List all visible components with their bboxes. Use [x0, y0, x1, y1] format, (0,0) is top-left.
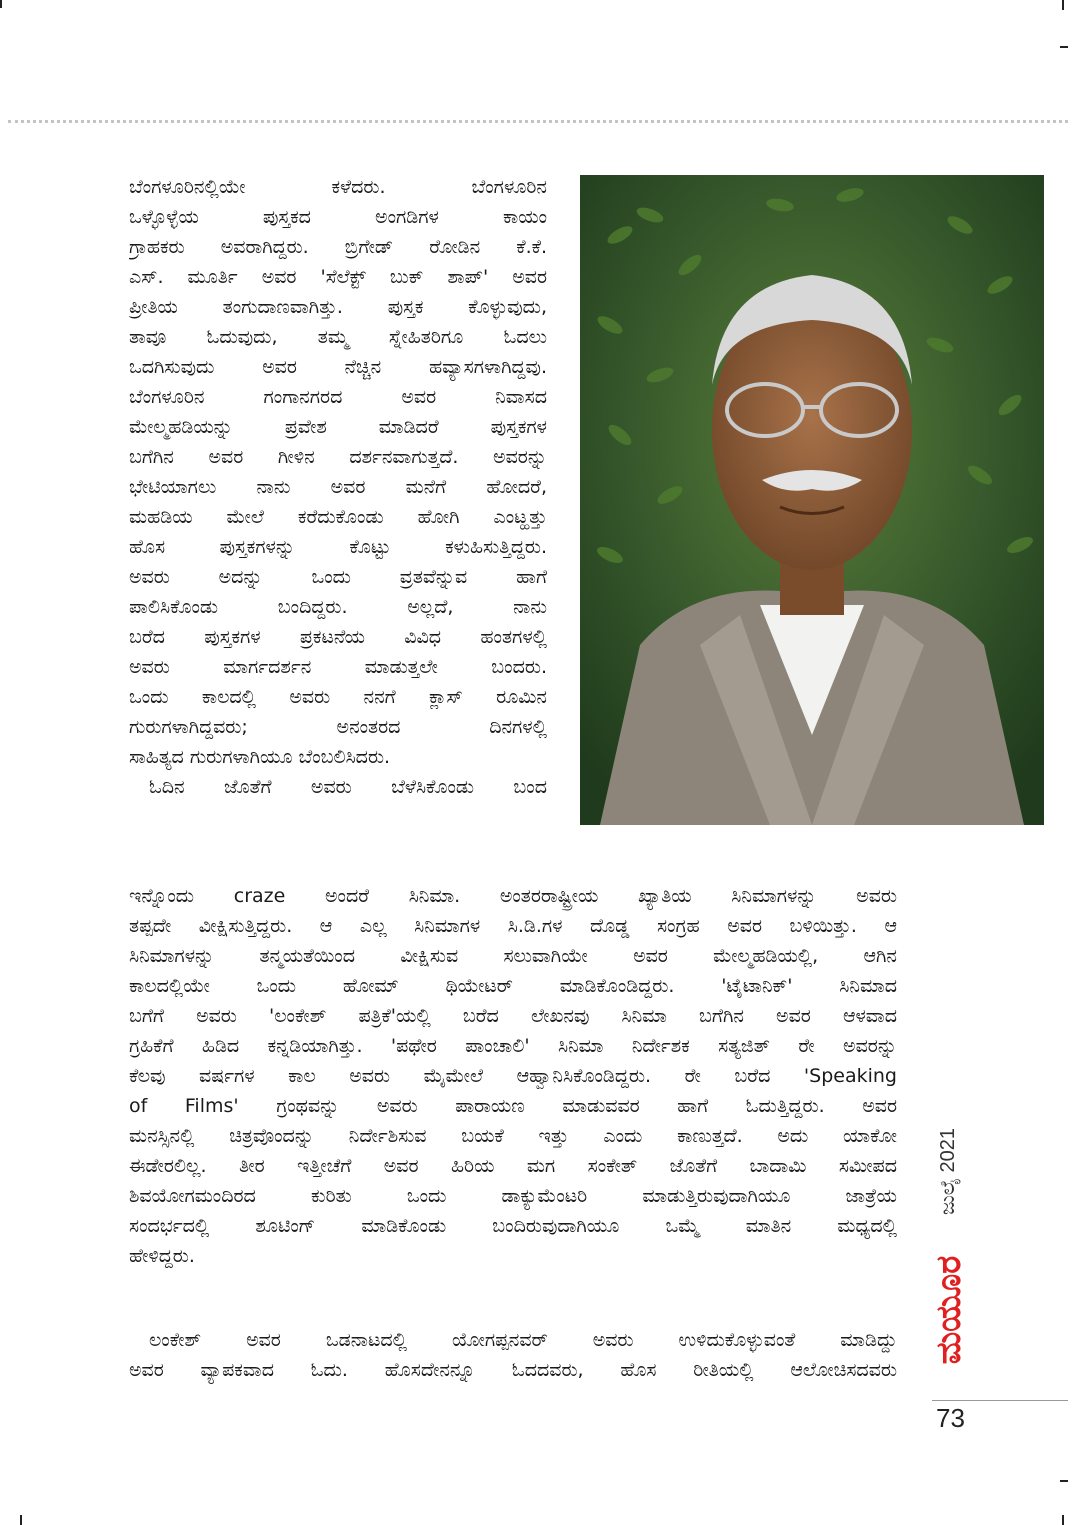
text-line: ಬಗೆಗಿನ ಅವರ ಗೀಳಿನ ದರ್ಶನವಾಗುತ್ತದೆ. ಅವರನ್ನು	[129, 446, 547, 468]
portrait-illustration	[580, 175, 1044, 825]
text-line: ಅವರು ಅದನ್ನು ಒಂದು ವ್ರತವೆನ್ನುವ ಹಾಗೆ	[129, 566, 547, 588]
text-line: ತಾವೂ ಓದುವುದು, ತಮ್ಮ ಸ್ನೇಹಿತರಿಗೂ ಓದಲು	[129, 326, 547, 348]
issue-date-text: ಜುಲೈ 2021	[936, 1127, 959, 1215]
paragraph-start-line: ಓದಿನ ಜೊತೆಗೆ ಅವರು ಬೆಳೆಸಿಕೊಂಡು ಬಂದ	[149, 776, 547, 798]
text-line: ಹೇಳಿದ್ದರು.	[129, 1245, 195, 1267]
text-line: ಒದಗಿಸುವುದು ಅವರ ನೆಚ್ಚಿನ ಹವ್ಯಾಸಗಳಾಗಿದ್ದವು.	[129, 356, 547, 378]
text-line: ಈಡೇರಲಿಲ್ಲ. ತೀರ ಇತ್ತೀಚೆಗೆ ಅವರ ಹಿರಿಯ ಮಗ ಸಂಕೇತ್ ಜೊತೆಗೆ ಬಾದಾಮಿ ಸಮೀಪದ	[129, 1155, 897, 1177]
text-line: ಅವರ ವ್ಯಾಪಕವಾದ ಓದು. ಹೊಸದೇನನ್ನೂ ಓದದವರು, ಹೊಸ ರೀತಿಯಲ್ಲಿ ಆಲೋಚಿಸದವರು	[129, 1359, 897, 1381]
text-line: ಬೆಂಗಳೂರಿನ ಗಂಗಾನಗರದ ಅವರ ನಿವಾಸದ	[129, 386, 547, 408]
text-line: ಮೇಲ್ಮಹಡಿಯನ್ನು ಪ್ರವೇಶ ಮಾಡಿದರೆ ಪುಸ್ತಕಗಳ	[129, 416, 547, 438]
text-line: ಬಗೆಗೆ ಅವರು 'ಲಂಕೇಶ್ ಪತ್ರಿಕೆ'ಯಲ್ಲಿ ಬರೆದ ಲೇಖನವು ಸಿನಿಮಾ ಬಗೆಗಿನ ಅವರ ಆಳವಾದ	[129, 1005, 897, 1027]
text-line: ಪ್ರೀತಿಯ ತಂಗುದಾಣವಾಗಿತ್ತು. ಪುಸ್ತಕ ಕೊಳ್ಳುವುದು,	[129, 296, 547, 318]
text-line: ಇನ್ನೊಂದು craze ಅಂದರೆ ಸಿನಿಮಾ. ಅಂತರರಾಷ್ಟ್ರೀಯ ಖ್ಯಾತಿಯ ಸಿನಿಮಾಗಳನ್ನು ಅವರು	[129, 885, 897, 907]
crop-mark-top-right	[1062, 0, 1064, 10]
crop-mark-bottom-right-side	[1060, 1480, 1068, 1482]
text-line: ಗ್ರಾಹಕರು ಅವರಾಗಿದ್ದರು. ಬ್ರಿಗೇಡ್ ರೋಡಿನ ಕೆ.ಕೆ.	[129, 236, 547, 258]
crop-mark-right-side	[1060, 46, 1068, 48]
text-line: ಸಿನಿಮಾಗಳನ್ನು ತನ್ಮಯತೆಯಿಂದ ವೀಕ್ಷಿಸುವ ಸಲುವಾಗಿಯೇ ಅವರ ಮೇಲ್ಮಹಡಿಯಲ್ಲಿ, ಆಗಿನ	[129, 945, 897, 967]
article-full-width-text	[129, 881, 897, 1271]
crop-mark-top-left	[0, 0, 2, 8]
text-line: ಒಳ್ಳೊಳ್ಳೆಯ ಪುಸ್ತಕದ ಅಂಗಡಿಗಳ ಕಾಯಂ	[129, 206, 547, 228]
page-number-rule	[932, 1400, 1068, 1401]
text-line: ಬರೆದ ಪುಸ್ತಕಗಳ ಪ್ರಕಟನೆಯ ವಿವಿಧ ಹಂತಗಳಲ್ಲಿ	[129, 626, 547, 648]
text-line: ಹೊಸ ಪುಸ್ತಕಗಳನ್ನು ಕೊಟ್ಟು ಕಳುಹಿಸುತ್ತಿದ್ದರು.	[129, 536, 547, 558]
author-portrait-photo	[580, 175, 1044, 825]
text-line: ಸಾಹಿತ್ಯದ ಗುರುಗಳಾಗಿಯೂ ಬೆಂಬಲಿಸಿದರು.	[129, 746, 391, 768]
text-line: ಎಸ್. ಮೂರ್ತಿ ಅವರ 'ಸೆಲೆಕ್ಟ್ ಬುಕ್ ಶಾಪ್' ಅವರ	[129, 266, 547, 288]
crop-mark-bottom-right	[1062, 1515, 1064, 1525]
text-line: ಕಾಲದಲ್ಲಿಯೇ ಒಂದು ಹೋಮ್ ಥಿಯೇಟರ್ ಮಾಡಿಕೊಂಡಿದ್ದರು. 'ಟೈಟಾನಿಕ್' ಸಿನಿಮಾದ	[129, 975, 897, 997]
text-line: ಮಹಡಿಯ ಮೇಲೆ ಕರೆದುಕೊಂಡು ಹೋಗಿ ಎಂಟ್ಹತ್ತು	[129, 506, 547, 528]
text-line: ಶಿವಯೋಗಮಂದಿರದ ಕುರಿತು ಒಂದು ಡಾಕ್ಯುಮೆಂಟರಿ ಮಾಡುತ್ತಿರುವುದಾಗಿಯೂ ಜಾತ್ರೆಯ	[129, 1185, 897, 1207]
header-dotted-rule	[8, 120, 1068, 123]
article-column-text	[129, 172, 547, 802]
magazine-name-text: ಮಯೂರ	[929, 1255, 969, 1365]
text-line: ಸಂದರ್ಭದಲ್ಲಿ ಶೂಟಿಂಗ್ ಮಾಡಿಕೊಂಡು ಬಂದಿರುವುದಾಗಿಯೂ ಒಮ್ಮೆ ಮಾತಿನ ಮಧ್ಯದಲ್ಲಿ	[129, 1215, 897, 1237]
text-line: ಪಾಲಿಸಿಕೊಂಡು ಬಂದಿದ್ದರು. ಅಲ್ಲದೆ, ನಾನು	[129, 596, 547, 618]
article-final-paragraph	[129, 1325, 897, 1385]
text-line: ಗ್ರಹಿಕೆಗೆ ಹಿಡಿದ ಕನ್ನಡಿಯಾಗಿತ್ತು. 'ಪಥೇರ ಪಾಂಚಾಲಿ' ಸಿನಿಮಾ ನಿರ್ದೇಶಕ ಸತ್ಯಜಿತ್ ರೇ ಅವರನ್ನು	[129, 1035, 897, 1057]
text-line: ಮನಸ್ಸಿನಲ್ಲಿ ಚಿತ್ರವೊಂದನ್ನು ನಿರ್ದೇಶಿಸುವ ಬಯಕೆ ಇತ್ತು ಎಂದು ಕಾಣುತ್ತದೆ. ಅದು ಯಾಕೋ	[129, 1125, 897, 1147]
text-line: ತಪ್ಪದೇ ವೀಕ್ಷಿಸುತ್ತಿದ್ದರು. ಆ ಎಲ್ಲ ಸಿನಿಮಾಗಳ ಸಿ.ಡಿ.ಗಳ ದೊಡ್ಡ ಸಂಗ್ರಹ ಅವರ ಬಳಿಯಿತ್ತು. ಆ	[129, 915, 897, 937]
page-number: 73	[936, 1403, 965, 1433]
paragraph-start-line: ಲಂಕೇಶ್ ಅವರ ಒಡನಾಟದಲ್ಲಿ ಯೋಗಪ್ಪನವರ್ ಅವರು ಉಳಿದುಕೊಳ್ಳುವಂತೆ ಮಾಡಿದ್ದು	[149, 1329, 897, 1351]
crop-mark-bottom-left	[20, 1515, 22, 1525]
text-line: ಗುರುಗಳಾಗಿದ್ದವರು; ಅನಂತರದ ದಿನಗಳಲ್ಲಿ	[129, 716, 547, 738]
text-line: ಒಂದು ಕಾಲದಲ್ಲಿ ಅವರು ನನಗೆ ಕ್ಲಾಸ್ ರೂಮಿನ	[129, 686, 547, 708]
issue-date-label	[928, 1125, 968, 1217]
text-line: ಕೆಲವು ವರ್ಷಗಳ ಕಾಲ ಅವರು ಮೈಮೇಲೆ ಆಹ್ವಾನಿಸಿಕೊಂಡಿದ್ದರು. ರೇ ಬರೆದ 'Speaking	[129, 1065, 897, 1087]
magazine-masthead	[929, 1226, 969, 1394]
text-line: of Films' ಗ್ರಂಥವನ್ನು ಅವರು ಪಾರಾಯಣ ಮಾಡುವವರ ಹಾಗೆ ಓದುತ್ತಿದ್ದರು. ಅವರ	[129, 1095, 897, 1117]
text-line: ಅವರು ಮಾರ್ಗದರ್ಶನ ಮಾಡುತ್ತಲೇ ಬಂದರು.	[129, 656, 547, 678]
text-line: ಭೇಟಿಯಾಗಲು ನಾನು ಅವರ ಮನೆಗೆ ಹೋದರೆ,	[129, 476, 547, 498]
text-line: ಬೆಂಗಳೂರಿನಲ್ಲಿಯೇ ಕಳೆದರು. ಬೆಂಗಳೂರಿನ	[129, 176, 547, 198]
